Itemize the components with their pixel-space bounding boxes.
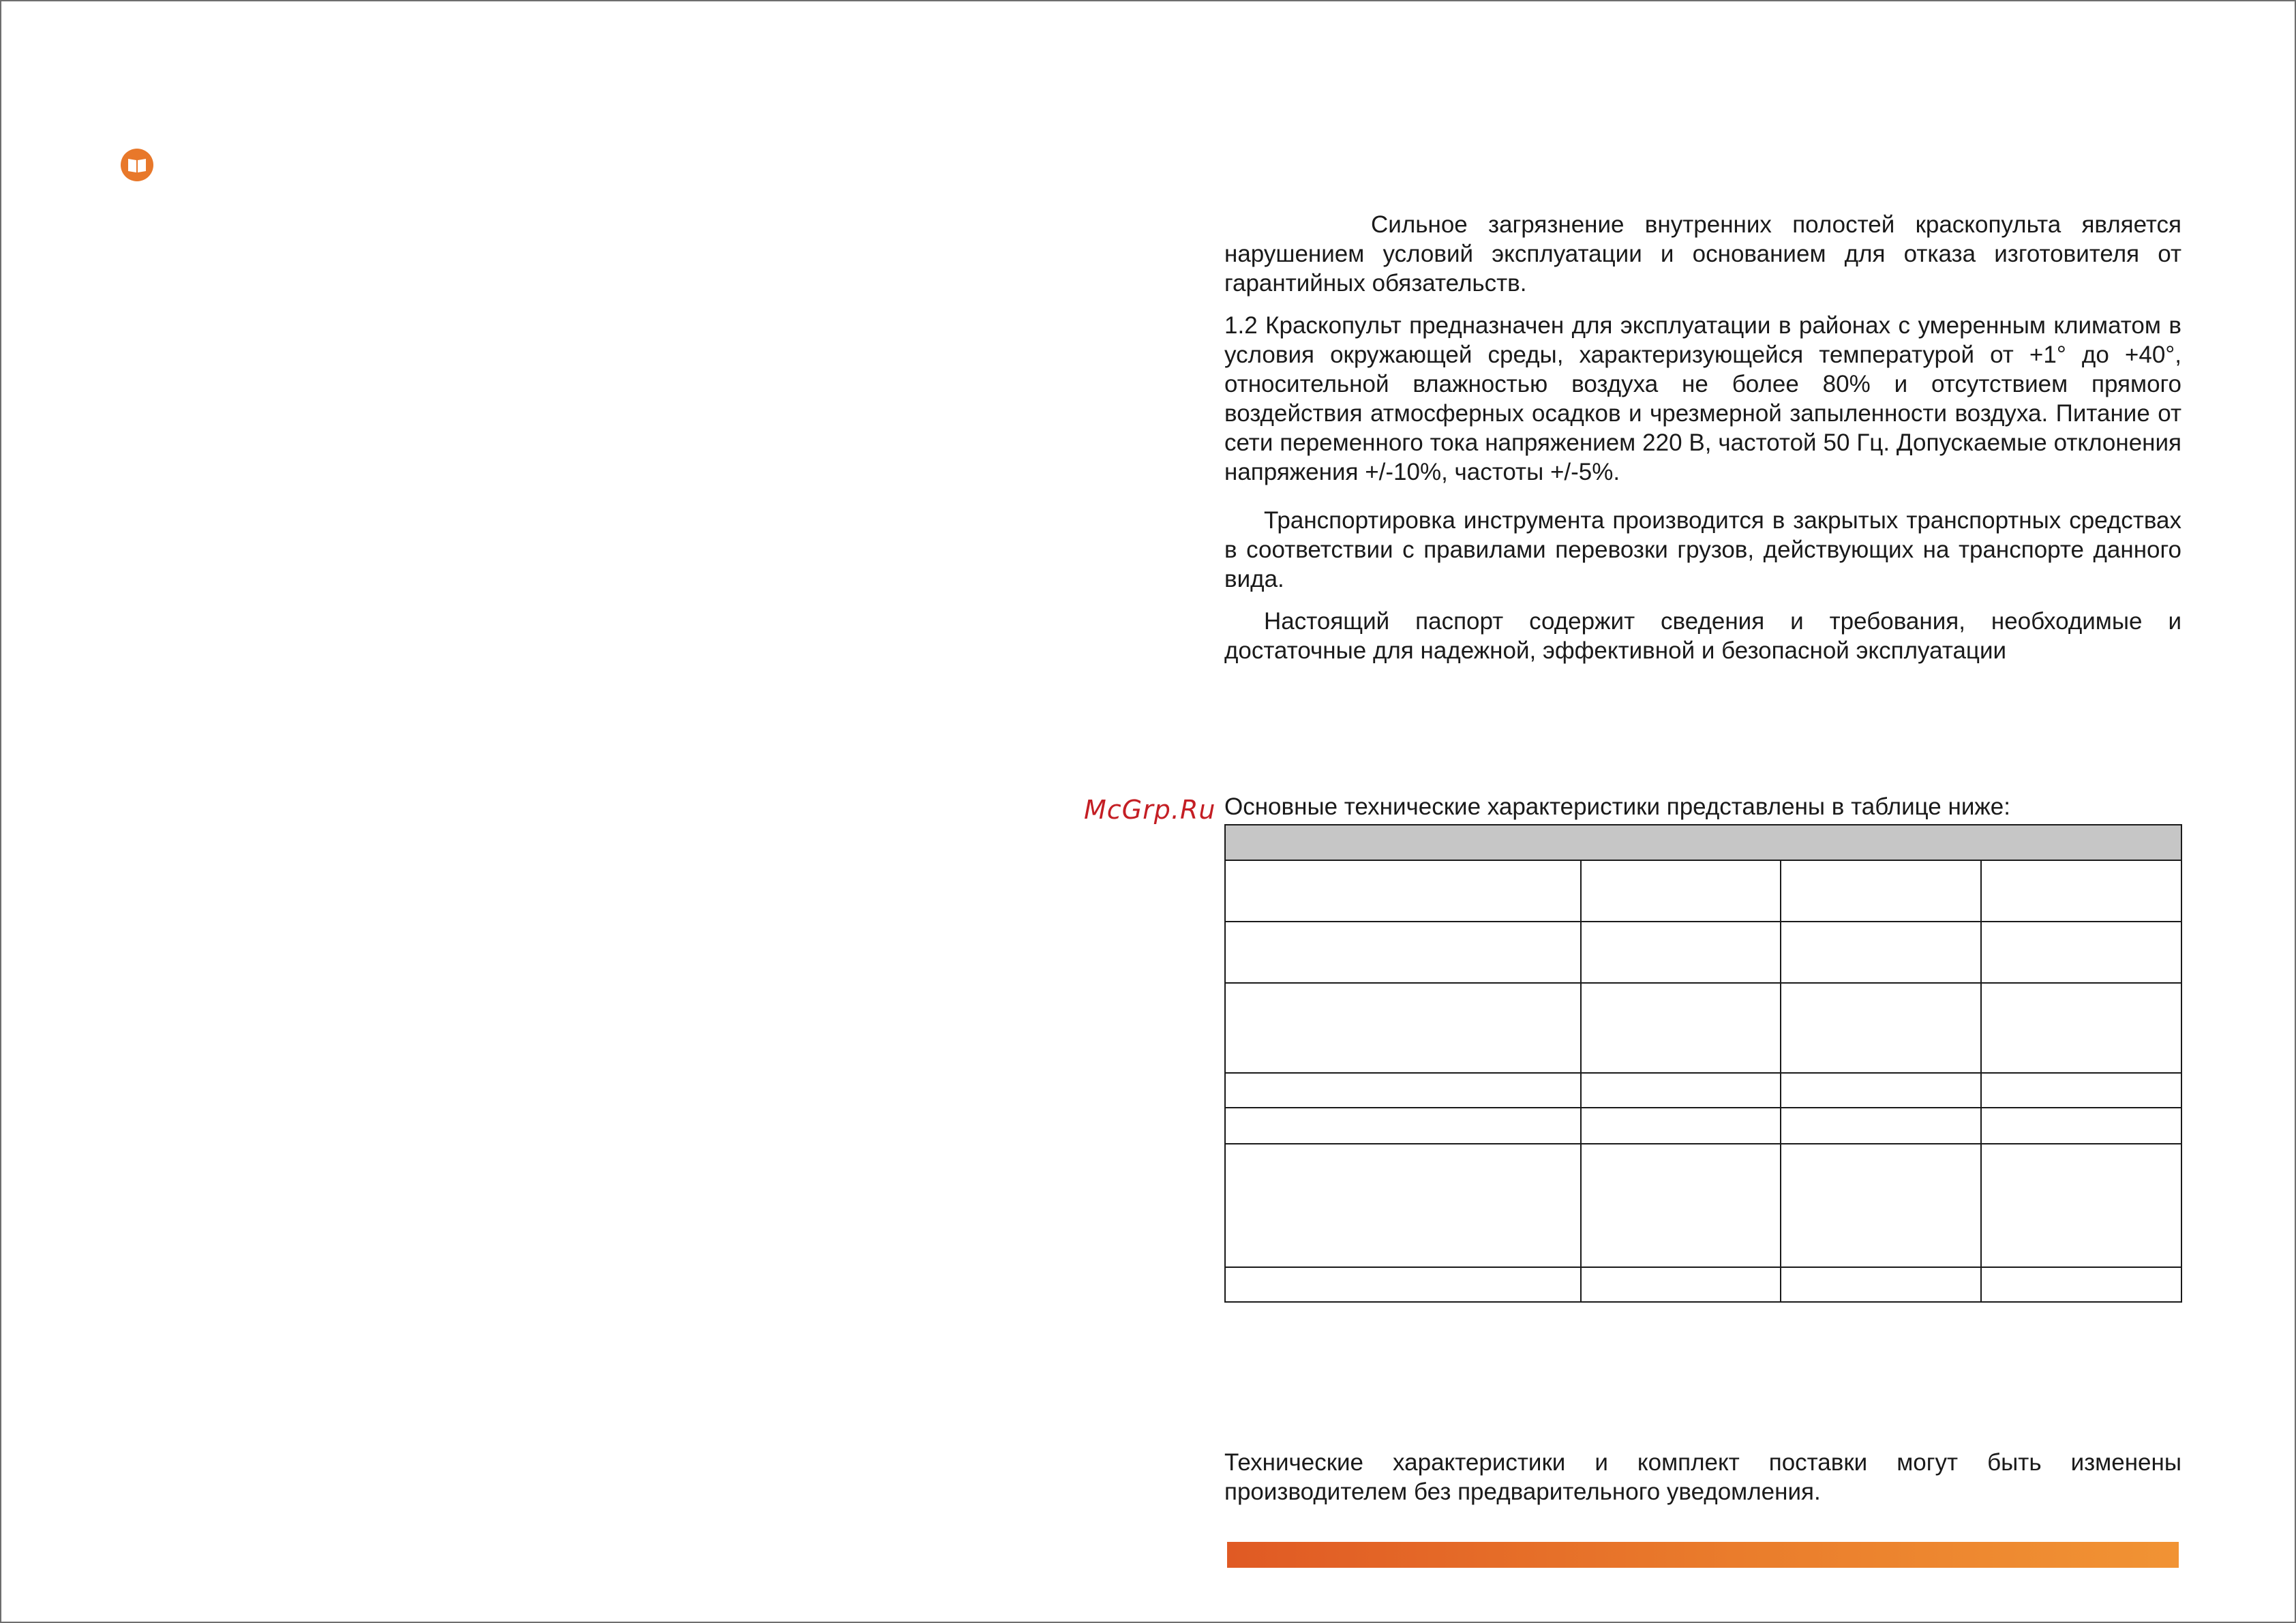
table-row	[1225, 983, 2181, 1073]
table-cell	[1781, 922, 1981, 983]
table-cell	[1581, 1144, 1781, 1267]
table-cell	[1981, 1144, 2181, 1267]
table-intro-text: Основные технические характеристики представлены в таблице ниже:	[1224, 793, 2010, 820]
table-cell	[1981, 983, 2181, 1073]
table-cell	[1981, 860, 2181, 922]
table-cell	[1981, 1073, 2181, 1108]
table-row	[1225, 860, 2181, 922]
table-cell	[1581, 1073, 1781, 1108]
table-cell	[1225, 922, 1581, 983]
table-row	[1225, 1267, 2181, 1302]
table-cell	[1981, 1108, 2181, 1144]
table-cell	[1581, 983, 1781, 1073]
table-cell	[1781, 860, 1981, 922]
table-cell	[1781, 1108, 1981, 1144]
table-cell	[1225, 983, 1581, 1073]
footer-accent-bar	[1227, 1542, 2179, 1568]
table-row	[1225, 922, 2181, 983]
table-cell	[1981, 922, 2181, 983]
spec-table-header-row	[1225, 825, 2181, 860]
passport-paragraph: Настоящий паспорт содержит сведения и требования, необходимые и достаточные для надежной, эффективной и безопасной эксплуатации	[1224, 608, 2181, 664]
table-cell	[1581, 1108, 1781, 1144]
table-row	[1225, 1108, 2181, 1144]
spec-table	[1224, 824, 2182, 1303]
table-cell	[1225, 1144, 1581, 1267]
watermark: McGrp.Ru	[1084, 795, 1216, 825]
footer-note: Технические характеристики и комплект поставки могут быть изменены производителем без предварительного уведомления.	[1224, 1449, 2181, 1505]
table-cell	[1225, 1073, 1581, 1108]
transport-paragraph: Транспортировка инструмента производится в закрытых транспортных средствах в соответствии с правилами перевозки грузов, действующих на транспорте данного вида.	[1224, 507, 2181, 592]
table-cell	[1781, 1144, 1981, 1267]
table-cell	[1225, 1108, 1581, 1144]
book-icon	[121, 149, 153, 181]
table-cell	[1781, 1267, 1981, 1302]
table-cell	[1781, 1073, 1981, 1108]
table-cell	[1581, 1267, 1781, 1302]
table-row	[1225, 1144, 2181, 1267]
section-1-2-paragraph: 1.2 Краскопульт предназначен для эксплуатации в районах с умеренным климатом в условия окружающей среды, характеризующейся температурой от +1° до +40°, относительной влажностью воздуха не более 80% и отсутствием прямого воздействия атмосферных осадков и чрезмерной запыленности воздуха. Питание от сети переменного тока напряжением 220 В, частотой 50 Гц. Допускаемые отклонения напряжения +/-10%, частоты +/-5%.	[1224, 312, 2181, 485]
table-cell	[1581, 922, 1781, 983]
table-cell	[1981, 1267, 2181, 1302]
table-cell	[1225, 860, 1581, 922]
warning-paragraph: Сильное загрязнение внутренних полостей краскопульта является нарушением условий эксплуатации и основанием для отказа изготовителя от гарантийных обязательств.	[1224, 211, 2181, 297]
table-cell	[1781, 983, 1981, 1073]
table-cell	[1225, 1267, 1581, 1302]
table-row	[1225, 1073, 2181, 1108]
spec-table-header-cell	[1225, 825, 2181, 860]
table-cell	[1581, 860, 1781, 922]
